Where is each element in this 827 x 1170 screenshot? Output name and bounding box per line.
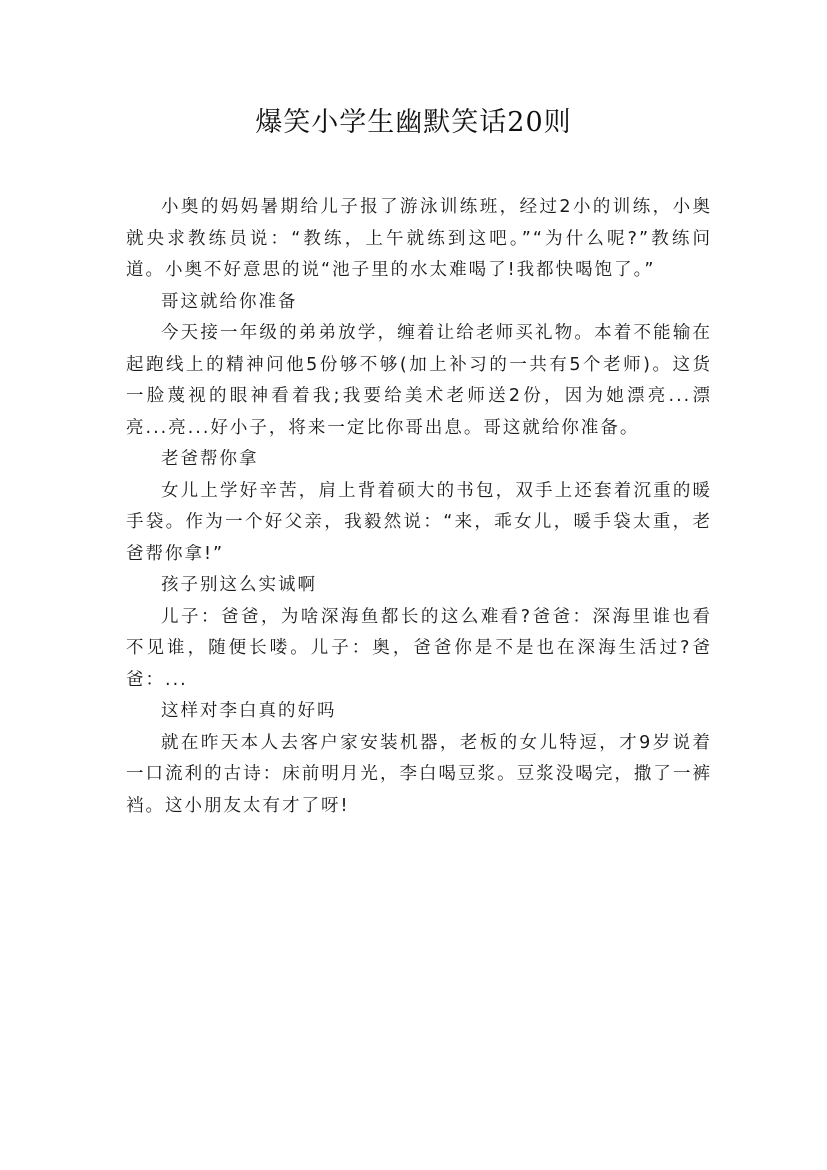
page-title: 爆笑小学生幽默笑话20则: [255, 107, 572, 138]
article-body: [126, 192, 712, 822]
section-heading-3: 老爸帮你拿: [161, 449, 259, 469]
paragraph-story-3: 女儿上学好辛苦，肩上背着硕大的书包，双手上还套着沉重的暖手袋。作为一个好父亲，我毅然说：“来，乖女儿，暖手袋太重，老爸帮你拿!”: [126, 480, 712, 564]
paragraph-story-4: 儿子：爸爸，为啥深海鱼都长的这么难看?爸爸：深海里谁也看不见谁，随便长喽。儿子：奥，爸爸你是不是也在深海生活过?爸爸：...: [126, 606, 712, 690]
paragraph-story-5: 就在昨天本人去客户家安装机器，老板的女儿特逗，才9岁说着一口流利的古诗：床前明月光，李白喝豆浆。豆浆没喝完，撒了一裤裆。这小朋友太有才了呀!: [126, 732, 712, 816]
paragraph-story-2: 今天接一年级的弟弟放学，缠着让给老师买礼物。本着不能输在起跑线上的精神问他5份够不够(加上补习的一共有5个老师)。这货一脸蔑视的眼神看着我;我要给美术老师送2份，因为她漂亮...漂亮...亮...好小子，将来一定比你哥出息。哥这就给你准备。: [126, 323, 712, 438]
section-heading-4: 孩子别这么实诚啊: [161, 575, 317, 595]
paragraph-story-1: 小奥的妈妈暑期给儿子报了游泳训练班，经过2小的训练，小奥就央求教练员说：“教练，上午就练到这吧。”“为什么呢?”教练问道。小奥不好意思的说“池子里的水太难喝了!我都快喝饱了。”: [126, 197, 712, 280]
section-heading-5: 这样对李白真的好吗: [161, 701, 337, 721]
section-heading-2: 哥这就给你准备: [161, 291, 298, 312]
